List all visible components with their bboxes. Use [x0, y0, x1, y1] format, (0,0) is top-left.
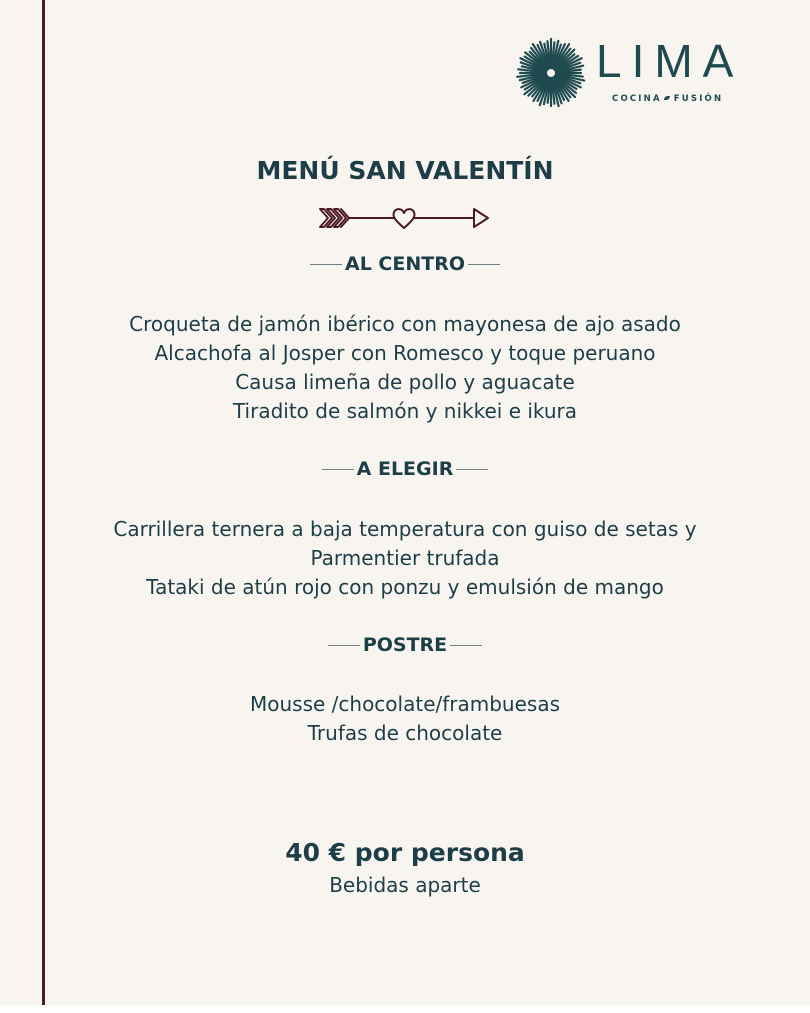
section-items-al-centro [0, 310, 810, 426]
section-heading-a-elegir [0, 458, 810, 480]
tagline-left: COCINA [612, 94, 662, 104]
menu-item: Trufas de chocolate [307, 721, 503, 745]
divider-line [468, 264, 500, 265]
menu-item: Mousse /chocolate/frambuesas [249, 692, 561, 716]
menu-item: Parmentier trufada [310, 546, 500, 570]
brand-logo [516, 35, 756, 110]
brand-name: LIMA [596, 35, 744, 87]
drinks-note: Bebidas aparte [329, 873, 481, 897]
section-items-postre [0, 690, 810, 748]
menu-item: Tataki de atún rojo con ponzu y emulsión de mango [146, 575, 664, 599]
menu-item: Causa limeña de pollo y aguacate [235, 370, 575, 394]
section-heading-text: AL CENTRO [345, 253, 465, 275]
menu-title: MENÚ SAN VALENTÍN [256, 156, 554, 185]
tagline-right: FUSIÓN [673, 94, 724, 104]
price-per-person: 40 € por persona [285, 838, 525, 867]
divider-line [328, 645, 360, 646]
brand-tagline [612, 94, 723, 104]
divider-line [310, 264, 342, 265]
section-heading-text: A ELEGIR [356, 458, 454, 480]
divider-line [450, 645, 482, 646]
section-heading-postre [0, 634, 810, 656]
menu-item: Croqueta de jamón ibérico con mayonesa de ajo asado [129, 312, 681, 336]
divider-line [322, 469, 354, 470]
menu-item: Alcachofa al Josper con Romesco y toque peruano [154, 341, 656, 365]
menu-item: Carrillera ternera a baja temperatura con guiso de setas y [113, 517, 697, 541]
section-heading-text: POSTRE [362, 634, 448, 656]
section-heading-al-centro [0, 253, 810, 275]
arrow-heart-icon [316, 204, 494, 232]
sunburst-logo-icon [516, 38, 586, 108]
divider-line [456, 469, 488, 470]
section-items-a-elegir [0, 515, 810, 602]
menu-item: Tiradito de salmón y nikkei e ikura [232, 399, 578, 423]
leaf-icon [664, 96, 670, 100]
